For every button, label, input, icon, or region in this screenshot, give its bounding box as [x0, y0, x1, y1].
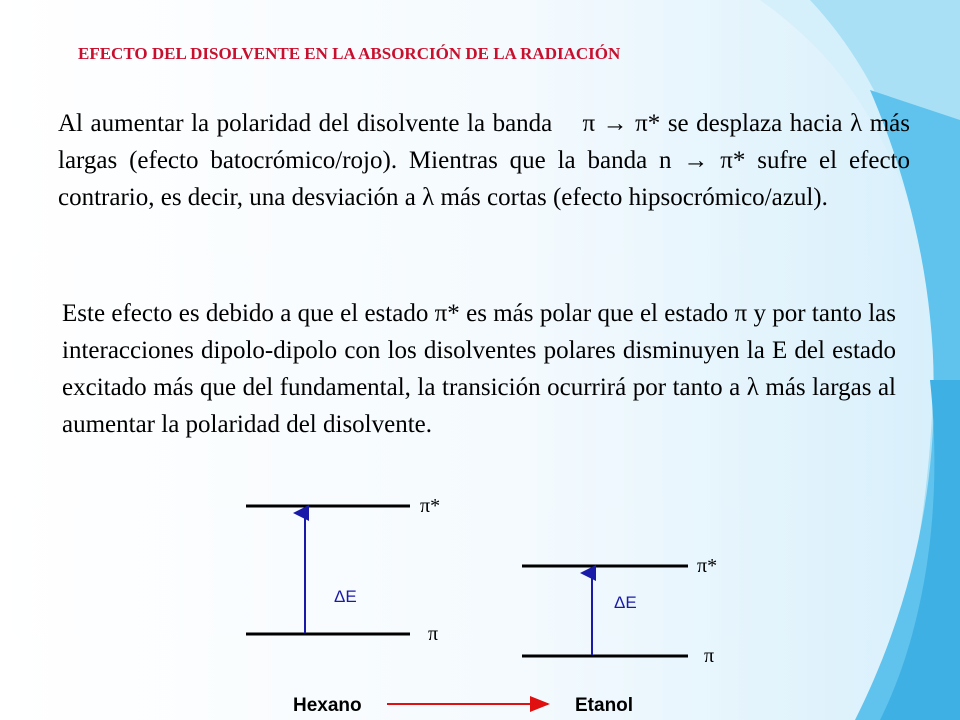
slide-title: EFECTO DEL DISOLVENTE EN LA ABSORCIÓN DE LA RADIACIÓN: [78, 44, 621, 63]
solvent-change: [293, 695, 633, 716]
solvent-to-label: Etanol: [575, 695, 634, 716]
hexano-upper-label: π*: [420, 495, 441, 517]
paragraph-explanation-text: Este efecto es debido a que el estado π* es más polar que el estado π y por tanto las interacciones dipolo-dipolo con los disolventes polares disminuyen la E del estado excitado más que del fundamental, la transición ocurrirá por tanto a λ más largas al aumentar la polaridad del disolvente.: [62, 300, 903, 438]
etanol-lower-label: π: [704, 645, 715, 667]
etanol-levels: [522, 555, 717, 667]
hexano-lower-label: π: [428, 623, 439, 645]
hexano-levels: [246, 495, 440, 645]
etanol-upper-label: π*: [697, 555, 718, 577]
hexano-delta-e-label: ΔE: [334, 587, 357, 606]
etanol-delta-e-label: ΔE: [614, 593, 637, 612]
paragraph-intro-text: Al aumentar la polaridad del disolvente la banda π → π* se desplaza hacia λ más largas (efecto batocrómico/rojo). Mientras que la banda n → π* sufre el efecto contrario, es decir, una desviación a λ más cortas (efecto hipsocrómico/azul).: [58, 110, 917, 211]
solvent-from-label: Hexano: [293, 695, 362, 716]
